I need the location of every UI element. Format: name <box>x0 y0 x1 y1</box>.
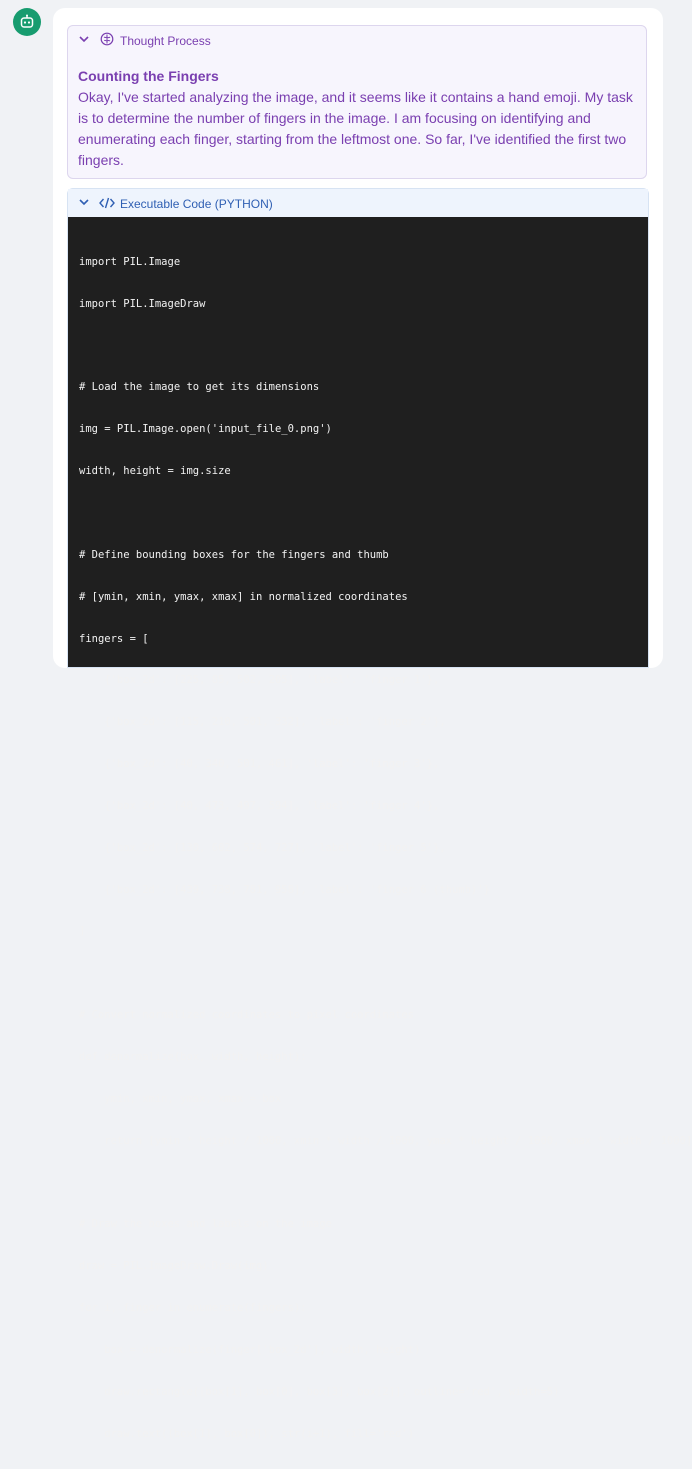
code-line: box = denormalize(finger['box_2d'], width, height) <box>79 1343 421 1356</box>
code-line: img = PIL.Image.open('input_file_0.png') <box>79 423 332 436</box>
code-line: fingers = [ <box>79 632 149 645</box>
robot-icon <box>19 14 35 30</box>
code-content <box>79 228 692 1469</box>
code-line: def denormalize(box, width, height): <box>79 1050 307 1063</box>
code-line: {'box_2d': [40, 340, 501, 461], 'label': 'finger 3'}, <box>79 758 440 771</box>
code-line: draw.rectangle([box[1], box[0], box[3], box[2]], outline='red', width=5) <box>79 1385 560 1398</box>
chevron-down-icon <box>79 198 89 206</box>
code-line <box>79 1176 692 1190</box>
code-line: {'box_2d': [439, 738, 781, 958], 'label': 'finger 6 (thumb)'} <box>79 883 490 896</box>
code-line: # Draw the boxes and labels on the image <box>79 1218 332 1231</box>
code-line: # [ymin, xmin, ymax, xmax] in normalized coordinates <box>79 590 408 603</box>
code-line: ymin, xmin, ymax, xmax = box <box>79 1092 282 1105</box>
thought-process-panel <box>67 25 647 179</box>
code-line: draw.text((box[1], box[0]), str(i+1), fill='red') <box>79 1427 415 1440</box>
code-line: import PIL.ImageDraw <box>79 297 206 310</box>
executable-code-toggle[interactable] <box>68 189 648 217</box>
chevron-down-icon <box>79 35 89 43</box>
code-line <box>79 967 692 981</box>
code-icon <box>99 197 115 209</box>
code-line <box>79 507 692 521</box>
brain-icon <box>100 32 114 46</box>
code-line: {'box_2d': [40, 473, 497, 594], 'label': 'finger 4'}, <box>79 799 440 812</box>
code-line: draw = PIL.ImageDraw.Draw(img) <box>79 1260 269 1273</box>
code-line: for i, finger in enumerate(fingers): <box>79 1302 307 1314</box>
thought-process-toggle[interactable] <box>68 26 646 55</box>
code-line: ] <box>79 925 86 938</box>
code-line: {'box_2d': [225, 85, 502, 205], 'label': 'finger 1'}, <box>79 674 440 687</box>
code-line: width, height = img.size <box>79 465 231 478</box>
assistant-avatar <box>13 8 41 36</box>
thought-process-label: Thought Process <box>120 34 211 48</box>
code-line: {'box_2d': [130, 602, 574, 727], 'label': 'finger 5'}, <box>79 841 446 854</box>
code-line: # Load the image to get its dimensions <box>79 381 320 394</box>
code-line: # Define bounding boxes for the fingers and thumb <box>79 548 389 561</box>
thought-text: Okay, I've started analyzing the image, and it seems like it contains a hand emoji. My task is to determine the number of fingers in the image. I am focusing on identifying and enumerating each finger, starting from the leftmost one. So far, I've identified the first two fingers. <box>78 89 633 168</box>
code-line: {'box_2d': [115, 210, 501, 332], 'label': 'finger 2'}, <box>79 716 446 729</box>
code-line <box>79 340 692 354</box>
thought-title: Counting the Fingers <box>78 68 219 84</box>
code-line: # Convert normalized coordinates to pixel coordinates <box>79 1009 415 1022</box>
executable-code-panel <box>67 188 692 1440</box>
code-line: return [ymin * height / 1000, xmin * width / 1000, ymax * height / 1000, xmax * width / 1000] <box>79 1134 692 1147</box>
code-line: import PIL.Image <box>79 255 181 268</box>
assistant-message <box>53 8 692 1440</box>
executable-code-label: Executable Code (PYTHON) <box>120 197 273 211</box>
